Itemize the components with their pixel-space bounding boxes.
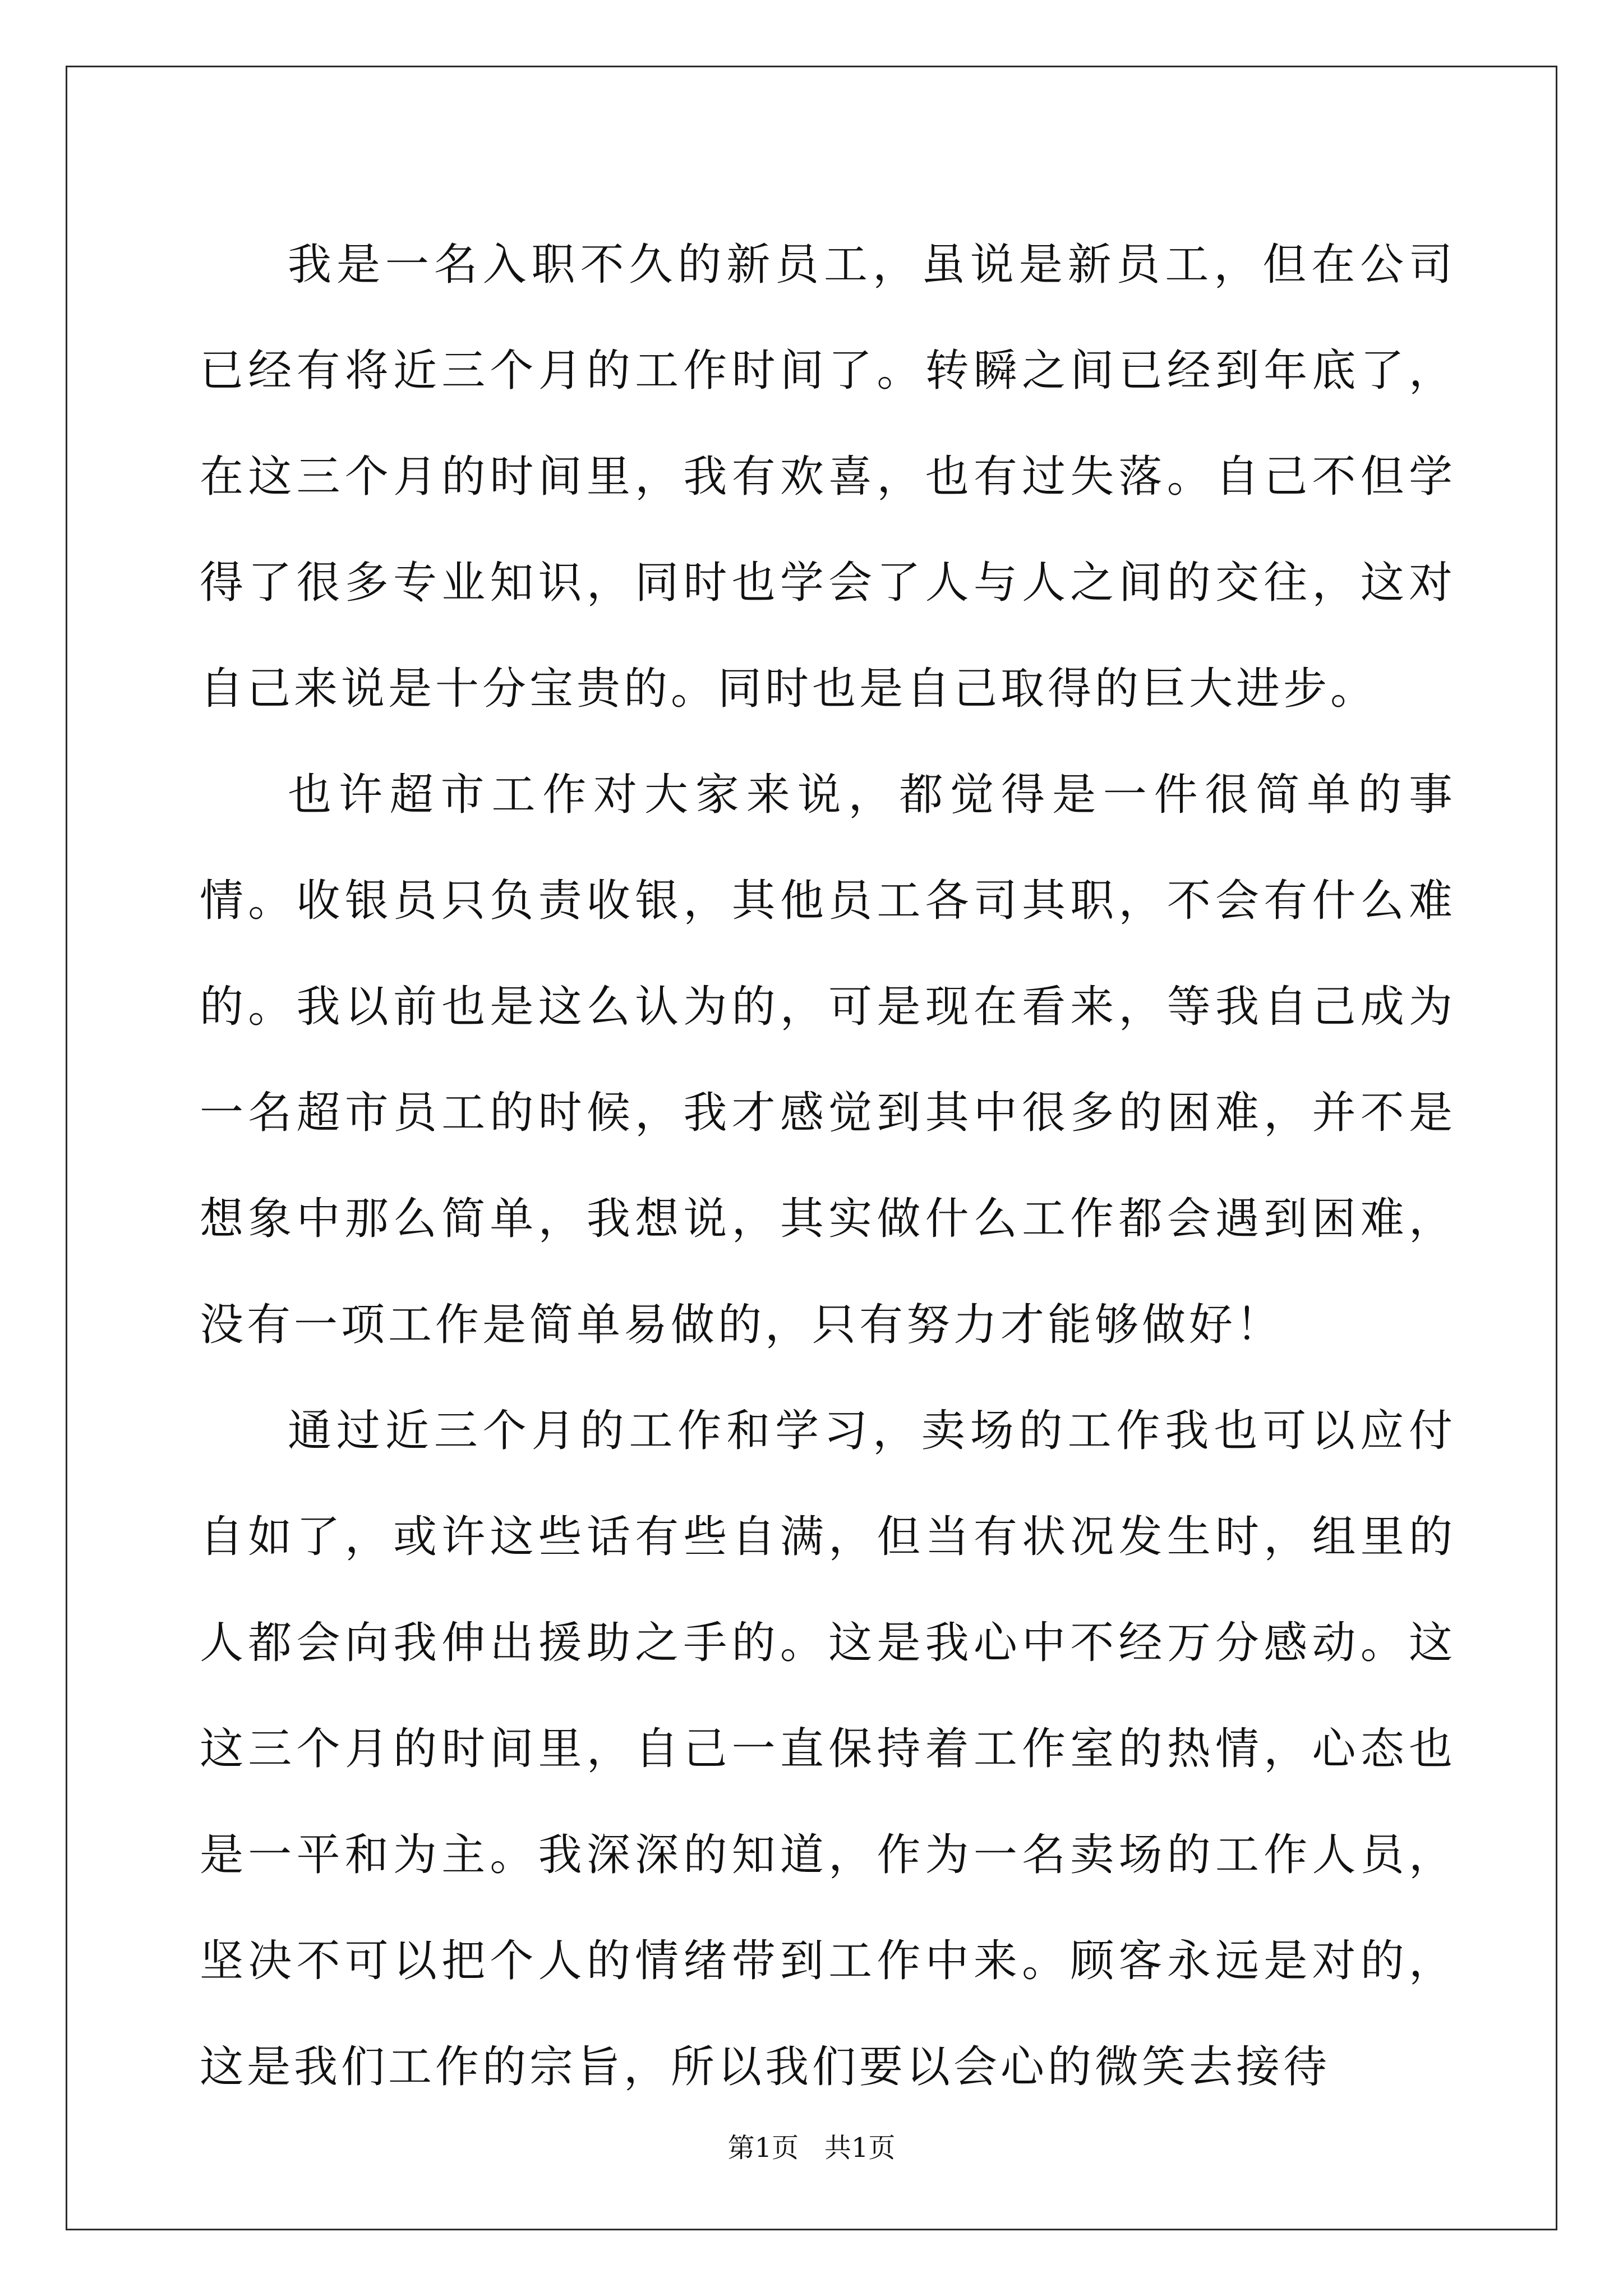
paragraph-1: 我是一名入职不久的新员工，虽说是新员工，但在公司已经有将近三个月的工作时间了。转瞬之间已经到年底了，在这三个月的时间里，我有欢喜，也有过失落。自己不但学得了很多专业知识，同时也学会了人与人之间的交往，这对自己来说是十分宝贵的。同时也是自己取得的巨大进步。	[200, 240, 1456, 714]
paragraph-3: 通过近三个月的工作和学习，卖场的工作我也可以应付自如了，或许这些话有些自满，但当有状况发生时，组里的人都会向我伸出援助之手的。这是我心中不经万分感动。这这三个月的时间里，自己一直保持着工作室的热情，心态也是一平和为主。我深深的知道，作为一名卖场的工作人员，坚决不可以把个人的情绪带到工作中来。顾客永远是对的，这是我们工作的宗旨，所以我们要以会心的微笑去接待	[200, 1406, 1456, 2092]
document-body	[200, 212, 1456, 2120]
paragraph-2: 也许超市工作对大家来说，都觉得是一件很简单的事情。收银员只负责收银，其他员工各司其职，不会有什么难的。我以前也是这么认为的，可是现在看来，等我自己成为一名超市员工的时候，我才感觉到其中很多的困难，并不是想象中那么简单，我想说，其实做什么工作都会遇到困难，没有一项工作是简单易做的，只有努力才能够做好！	[200, 770, 1456, 1350]
page-number-footer: 第1页 共1页	[727, 2132, 896, 2164]
